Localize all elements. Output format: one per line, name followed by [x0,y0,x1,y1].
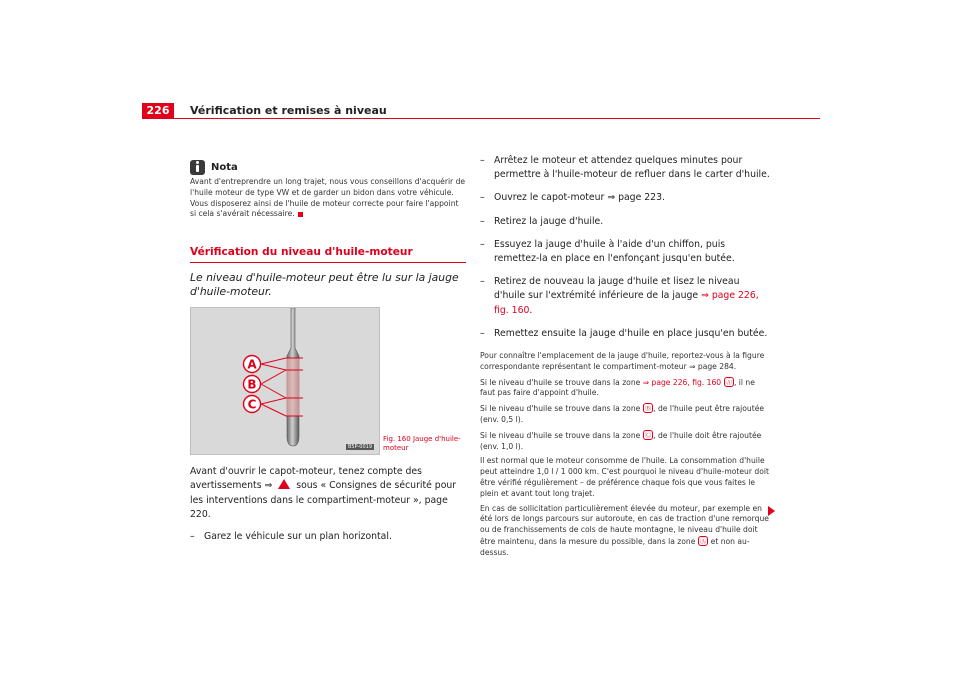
zone-badge-a: Ⓐ [725,377,732,386]
svg-text:B: B [247,377,257,392]
header-rule [174,118,820,119]
cross-reference-link[interactable]: ⇒ page 226, fig. 160 [642,377,722,387]
zone-badge-b: Ⓑ [644,404,652,413]
figure-container [190,307,466,453]
step-list [480,154,770,341]
info-paragraph: En cas de sollicitation particulièrement élevée du moteur, par exemple en été lors de longs parcours sur autoroute, en cas de traction d'une remorque ou de franchissements de cols de haute montagne, le niveau d'huile doit être maintenu, dans la mesure du possible, dans la zone Ⓐ et non au-dessus. [480,503,769,557]
dash-bullet: – [480,276,485,288]
step-item [190,530,466,544]
intro-paragraph [190,465,466,522]
step-item [480,275,770,318]
figure-code: B5P-0019 [347,444,372,451]
right-column [480,154,770,563]
info-paragraph: Si le niveau d'huile se trouve dans la zone Ⓒ , de l'huile doit être rajoutée (env. 1,0 l). [480,430,762,451]
step-text: Remettez ensuite la jauge d'huile en place jusqu'en butée. [494,327,768,339]
note-text: Avant d'entreprendre un long trajet, nous vous conseillons d'acquérir de l'huile moteur de type VW et de garder un bidon dans votre véhicule. Vous disposerez ainsi de l'huile de moteur correcte pour faire l'appoint si cela s'avérait nécessaire. [190,177,466,219]
dash-bullet: – [480,327,485,339]
step-text: Ouvrez le capot-moteur ⇒ page 223. [494,192,665,204]
figure-caption: Fig. 160 Jauge d'huile-moteur [383,435,461,453]
dipstick-illustration [191,308,379,454]
section-title: Vérification du niveau d'huile-moteur [190,246,466,263]
note-header [190,160,466,175]
step-text: Retirez la jauge d'huile. [494,215,604,227]
zone-label-b [244,376,261,393]
zone-label-a [244,356,261,373]
level-zone [286,358,300,416]
step-text: Arrêtez le moteur et attendez quelques minutes pour permettre à l'huile-moteur de refluer dans le carter d'huile. [494,155,770,181]
dipstick-figure [190,307,380,455]
info-paragraph: Si le niveau d'huile se trouve dans la zone ⇒ page 226, fig. 160 Ⓐ , il ne faut pas faire d'appoint d'huile. [480,377,755,398]
step-item [480,327,770,341]
end-marker-icon [298,212,303,217]
info-paragraph: Il est normal que le moteur consomme de l'huile. La consommation d'huile peut atteindre 1,0 l / 1 000 km. C'est pourquoi le niveau d'huile-moteur doit être vérifié régulièrement – de préférence chaque fois que vous faites le plein et avant tout long trajet. [480,456,769,498]
dash-bullet: – [480,155,485,166]
note-text-block [190,177,466,220]
info-paragraph: Pour connaître l'emplacement de la jauge d'huile, reportez-vous à la figure correspondante représentant le compartiment-moteur ⇒ page 284. [480,351,765,371]
dash-bullet: – [480,192,485,204]
zone-label-c [244,396,261,413]
step-item [480,238,770,266]
page-header-title: Vérification et remises à niveau [190,104,387,117]
left-column [190,160,466,544]
note-title: Nota [211,162,238,173]
step-text: Garez le véhicule sur un plan horizontal. [204,531,392,542]
intro-text-2: sous « Consignes de sécurité pour les interventions dans le compartiment-moteur », page 220. [190,480,457,520]
dash-bullet: – [480,215,485,227]
intro-text-1: Avant d'ouvrir le capot-moteur, tenez compte des avertissements [190,466,422,492]
step-item [480,191,770,205]
info-block [480,351,770,559]
page-number: 226 [142,103,174,119]
svg-text:A: A [247,357,257,372]
dash-bullet: – [480,238,485,250]
step-item [480,154,770,182]
info-icon [190,160,205,175]
arrow-symbol: ⇒ [264,480,273,492]
continue-arrow-icon [768,506,775,516]
svg-text:C: C [247,397,257,412]
warning-icon [278,479,290,489]
step-text: Essuyez la jauge d'huile à l'aide d'un chiffon, puis remettez-la en place en l'enfonçant jusqu'en butée. [494,238,735,265]
info-paragraph: Si le niveau d'huile se trouve dans la zone Ⓑ , de l'huile peut être rajoutée (env. 0,5 l). [480,404,765,425]
cross-reference-link[interactable]: ⇒ page 226, fig. 160 [494,290,759,316]
section-subtitle: Le niveau d'huile-moteur peut être lu sur la jauge d'huile-moteur. [190,271,459,299]
dash-bullet: – [190,531,195,542]
zone-badge-c: Ⓒ [644,430,652,439]
step-item [480,215,770,229]
zone-badge-a: Ⓐ [699,536,707,545]
step-text: Retirez de nouveau la jauge d'huile et lisez le niveau d'huile sur l'extrémité inférieure de la jauge ⇒ page 226, fig. 160. [494,276,759,316]
